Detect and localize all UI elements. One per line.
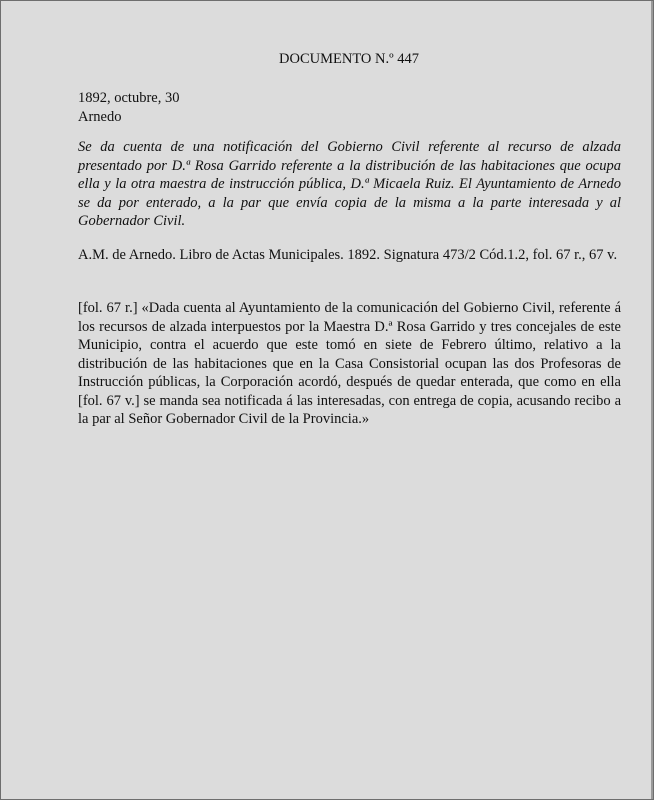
document-date: 1892, octubre, 30 bbox=[78, 90, 180, 106]
archival-source: A.M. de Arnedo. Libro de Actas Municipales. 1892. Signatura 473/2 Cód.1.2, fol. 67 r., 67 v. bbox=[78, 247, 618, 263]
document-title: DOCUMENTO N.º 447 bbox=[279, 51, 419, 67]
date-place-block bbox=[78, 89, 621, 126]
document-summary: Se da cuenta de una notificación del Gobierno Civil referente al recurso de alzada presentado por D.ª Rosa Garrido referente a la distribución de las habitaciones que ocupa ella y la otra maestra de instrucción pública, D.ª Micaela Ruiz. El Ayuntamiento de Arnedo se da por enterado, a la par que envía copia de la misma a la parte interesada y al Gobernador Civil. bbox=[78, 139, 621, 229]
document-transcription: [fol. 67 r.] «Dada cuenta al Ayuntamiento de la comunicación del Gobierno Civil, referente á los recursos de alzada interpuestos por la Maestra D.ª Rosa Garrido y tres concejales de este Municipio, contra el acuerdo que este tomó en siete de Febrero último, relativo a la distribución de las habitaciones que en la Casa Consistorial ocupan las dos Profesoras de Instrucción públicas, la Corporación acordó, después de quedar enterada, que como en ella [fol. 67 v.] se manda sea notificada á las interesadas, con entrega de copia, acusando recibo a la par al Señor Gobernador Civil de la Provincia.» bbox=[78, 300, 621, 427]
document-place: Arnedo bbox=[78, 108, 122, 125]
